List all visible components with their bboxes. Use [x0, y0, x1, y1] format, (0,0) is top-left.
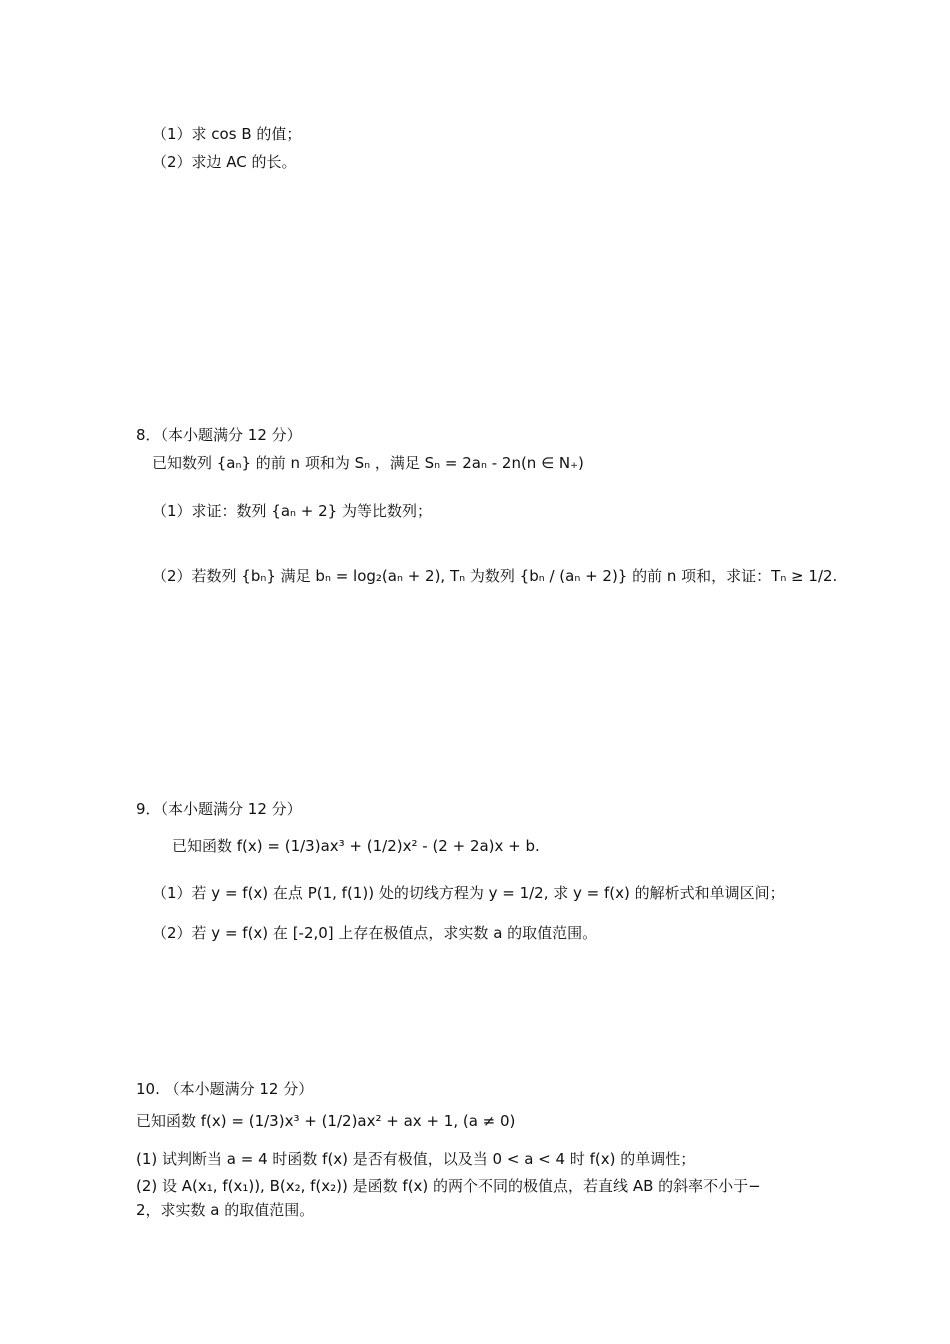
q10-part2-line1: (2) 设 A(x₁, f(x₁)), B(x₂, f(x₂)) 是函数 f(x) 的两个不同的极值点，若直线 AB 的斜率不小于− [136, 1177, 761, 1195]
q9-part1: （1）若 y = f(x) 在点 P(1, f(1)) 处的切线方程为 y = 1/2, 求 y = f(x) 的解析式和单调区间； [152, 884, 785, 902]
q10-stem: 已知函数 f(x) = (1/3)x³ + (1/2)ax² + ax + 1, (a ≠ 0) [136, 1112, 516, 1130]
q8-header: 8．（本小题满分 12 分） [136, 426, 302, 444]
q7-part1: （1）求 cos B 的值； [152, 125, 302, 143]
q10-part2-line2: 2，求实数 a 的取值范围。 [136, 1201, 315, 1219]
q8-stem: 已知数列 {aₙ} 的前 n 项和为 Sₙ ，满足 Sₙ = 2aₙ - 2n(n ∈ N₊) [152, 454, 584, 472]
q9-header: 9．（本小题满分 12 分） [136, 800, 302, 818]
q7-part2: （2）求边 AC 的长。 [152, 153, 297, 171]
q10-header: 10. （本小题满分 12 分） [136, 1080, 314, 1098]
q10-part1: (1) 试判断当 a = 4 时函数 f(x) 是否有极值，以及当 0 < a < 4 时 f(x) 的单调性； [136, 1150, 696, 1168]
q8-part1: （1）求证：数列 {aₙ + 2} 为等比数列； [152, 502, 432, 520]
q9-stem: 已知函数 f(x) = (1/3)ax³ + (1/2)x² - (2 + 2a)x + b. [172, 837, 540, 855]
q9-part2: （2）若 y = f(x) 在 [-2,0] 上存在极值点，求实数 a 的取值范围。 [152, 924, 598, 942]
q8-part2: （2）若数列 {bₙ} 满足 bₙ = log₂(aₙ + 2), Tₙ 为数列 {bₙ / (aₙ + 2)} 的前 n 项和，求证：Tₙ ≥ 1/2. [152, 567, 838, 585]
